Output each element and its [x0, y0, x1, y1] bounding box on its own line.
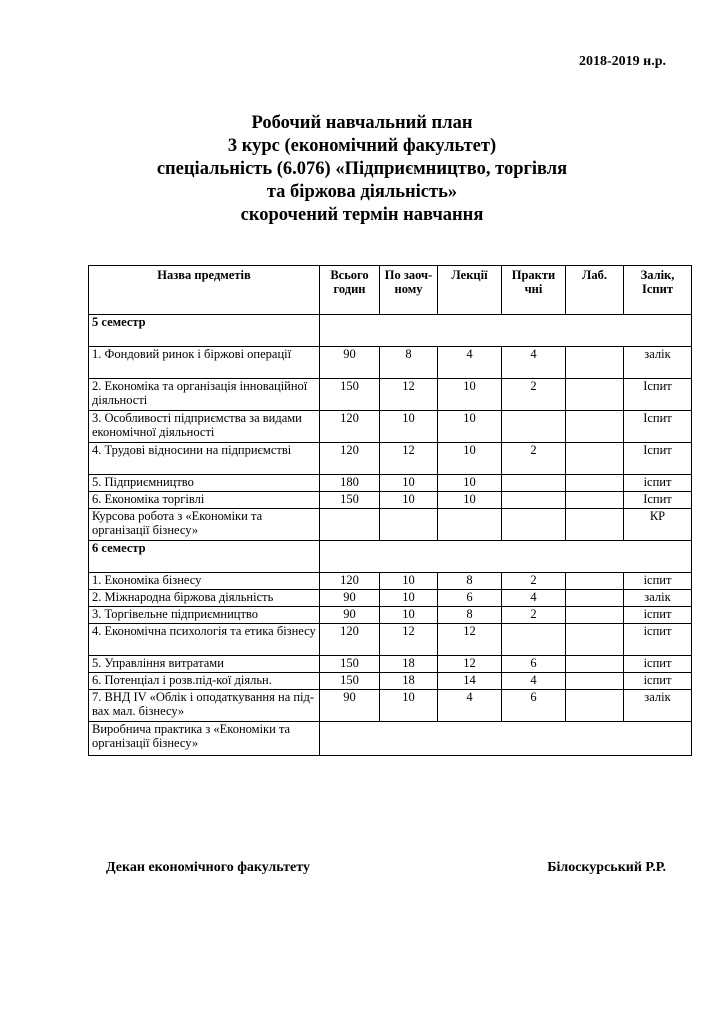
- lecture-hours: 12: [438, 656, 502, 673]
- table-row: [89, 411, 692, 443]
- lab-hours: [566, 475, 624, 492]
- practical-hours: 4: [502, 673, 566, 690]
- total-hours: 90: [320, 607, 380, 624]
- practical-hours: 4: [502, 590, 566, 607]
- assessment-type: залік: [624, 590, 692, 607]
- practical-hours: 2: [502, 379, 566, 411]
- lab-hours: [566, 573, 624, 590]
- practical-hours: [502, 624, 566, 656]
- subject-name: 6. Економіка торгівлі: [89, 492, 320, 509]
- assessment-type: іспит: [624, 607, 692, 624]
- lab-hours: [566, 379, 624, 411]
- part-time-hours: 10: [380, 690, 438, 722]
- header-total-hours: Всього годин: [320, 266, 380, 315]
- assessment-type: іспит: [624, 475, 692, 492]
- table-row: [89, 722, 692, 756]
- lecture-hours: 10: [438, 443, 502, 475]
- assessment-type: іспит: [624, 673, 692, 690]
- subject-name: Виробнича практика з «Економіки та організації бізнесу»: [89, 722, 320, 756]
- header-row: [89, 266, 692, 315]
- part-time-hours: 12: [380, 443, 438, 475]
- subject-name: 1. Фондовий ринок і біржові операції: [89, 347, 320, 379]
- total-hours: 150: [320, 379, 380, 411]
- lab-hours: [566, 492, 624, 509]
- header-part-time: По заоч-ному: [380, 266, 438, 315]
- lecture-hours: 14: [438, 673, 502, 690]
- title-line: спеціальність (6.076) «Підприємництво, торгівля: [156, 159, 568, 179]
- subject-name: Курсова робота з «Економіки та організації бізнесу»: [89, 509, 320, 541]
- table-row: [89, 379, 692, 411]
- assessment-type: КР: [624, 509, 692, 541]
- table-row: [89, 347, 692, 379]
- lecture-hours: 4: [438, 347, 502, 379]
- subject-name: 2. Міжнародна біржова діяльність: [89, 590, 320, 607]
- lecture-hours: 8: [438, 607, 502, 624]
- practical-hours: 6: [502, 690, 566, 722]
- semester-5-section: [89, 315, 692, 541]
- assessment-type: Іспит: [624, 379, 692, 411]
- practical-hours: [502, 509, 566, 541]
- assessment-type: Іспит: [624, 411, 692, 443]
- lecture-hours: 10: [438, 475, 502, 492]
- subject-name: 5. Підприємництво: [89, 475, 320, 492]
- academic-year: 2018-2019 н.р.: [578, 54, 666, 69]
- lab-hours: [566, 656, 624, 673]
- total-hours: 180: [320, 475, 380, 492]
- header-subject: Назва предметів: [89, 266, 320, 315]
- assessment-type: іспит: [624, 656, 692, 673]
- practical-hours: 4: [502, 347, 566, 379]
- lecture-hours: 10: [438, 411, 502, 443]
- title-line: Робочий навчальний план: [251, 113, 473, 133]
- curriculum-table: [88, 265, 692, 756]
- title-line: та біржова діяльність»: [266, 182, 458, 202]
- table-row: [89, 690, 692, 722]
- semester-label: 6 семестр: [89, 541, 320, 573]
- lecture-hours: 8: [438, 573, 502, 590]
- total-hours: 150: [320, 673, 380, 690]
- subject-name: 2. Економіка та організація інноваційної діяльності: [89, 379, 320, 411]
- subject-name: 1. Економіка бізнесу: [89, 573, 320, 590]
- semester-filler: [320, 541, 692, 573]
- lab-hours: [566, 673, 624, 690]
- lecture-hours: 6: [438, 590, 502, 607]
- table-row: [89, 656, 692, 673]
- total-hours: 120: [320, 624, 380, 656]
- lecture-hours: 10: [438, 379, 502, 411]
- table-row: [89, 475, 692, 492]
- assessment-type: іспит: [624, 573, 692, 590]
- header-lectures: Лекції: [438, 266, 502, 315]
- semester-row: [89, 315, 692, 347]
- lab-hours: [566, 590, 624, 607]
- assessment-type: залік: [624, 690, 692, 722]
- total-hours: 90: [320, 690, 380, 722]
- lab-hours: [566, 624, 624, 656]
- subject-name: 4. Трудові відносини на підприємстві: [89, 443, 320, 475]
- part-time-hours: 10: [380, 475, 438, 492]
- part-time-hours: 8: [380, 347, 438, 379]
- total-hours: [320, 509, 380, 541]
- lab-hours: [566, 347, 624, 379]
- total-hours: 90: [320, 347, 380, 379]
- part-time-hours: [380, 509, 438, 541]
- table-row: [89, 607, 692, 624]
- empty-cell: [320, 722, 692, 756]
- practical-hours: [502, 411, 566, 443]
- lecture-hours: 12: [438, 624, 502, 656]
- table-row: [89, 443, 692, 475]
- lecture-hours: [438, 509, 502, 541]
- part-time-hours: 10: [380, 573, 438, 590]
- total-hours: 150: [320, 492, 380, 509]
- semester-filler: [320, 315, 692, 347]
- assessment-type: іспит: [624, 624, 692, 656]
- assessment-type: Іспит: [624, 492, 692, 509]
- lab-hours: [566, 509, 624, 541]
- total-hours: 150: [320, 656, 380, 673]
- lab-hours: [566, 443, 624, 475]
- table-row: [89, 492, 692, 509]
- practical-hours: 2: [502, 607, 566, 624]
- part-time-hours: 18: [380, 656, 438, 673]
- assessment-type: залік: [624, 347, 692, 379]
- subject-name: 7. ВНД IV «Облік і оподаткування на під-вах мал. бізнесу»: [89, 690, 320, 722]
- lab-hours: [566, 411, 624, 443]
- title-line: скорочений термін навчання: [240, 205, 484, 225]
- lecture-hours: 4: [438, 690, 502, 722]
- signature-name: Білоскурський Р.Р.: [547, 860, 666, 875]
- part-time-hours: 18: [380, 673, 438, 690]
- subject-name: 3. Особливості підприємства за видами економічної діяльності: [89, 411, 320, 443]
- subject-name: 5. Управління витратами: [89, 656, 320, 673]
- lab-hours: [566, 607, 624, 624]
- part-time-hours: 10: [380, 590, 438, 607]
- table-row: [89, 673, 692, 690]
- practical-hours: [502, 492, 566, 509]
- practical-hours: 2: [502, 573, 566, 590]
- header-lab: Лаб.: [566, 266, 624, 315]
- table-row: [89, 590, 692, 607]
- title-line: 3 курс (економічний факультет): [227, 136, 497, 156]
- header-assessment: Залік, Іспит: [624, 266, 692, 315]
- practical-hours: 2: [502, 443, 566, 475]
- assessment-type: Іспит: [624, 443, 692, 475]
- semester-6-section: [89, 541, 692, 722]
- part-time-hours: 12: [380, 379, 438, 411]
- part-time-hours: 10: [380, 492, 438, 509]
- part-time-hours: 10: [380, 411, 438, 443]
- table-row: [89, 573, 692, 590]
- total-hours: 120: [320, 443, 380, 475]
- total-hours: 120: [320, 573, 380, 590]
- subject-name: 3. Торгівельне підприємництво: [89, 607, 320, 624]
- semester-label: 5 семестр: [89, 315, 320, 347]
- final-section: [89, 722, 692, 756]
- lecture-hours: 10: [438, 492, 502, 509]
- part-time-hours: 12: [380, 624, 438, 656]
- semester-row: [89, 541, 692, 573]
- signature-position: Декан економічного факультету: [106, 860, 310, 875]
- lab-hours: [566, 690, 624, 722]
- total-hours: 90: [320, 590, 380, 607]
- header-practical: Практи чні: [502, 266, 566, 315]
- total-hours: 120: [320, 411, 380, 443]
- practical-hours: 6: [502, 656, 566, 673]
- subject-name: 4. Економічна психологія та етика бізнесу: [89, 624, 320, 656]
- document-title: [0, 112, 724, 227]
- practical-hours: [502, 475, 566, 492]
- table-row: [89, 624, 692, 656]
- subject-name: 6. Потенціал і розв.під-кої діяльн.: [89, 673, 320, 690]
- part-time-hours: 10: [380, 607, 438, 624]
- table-row: [89, 509, 692, 541]
